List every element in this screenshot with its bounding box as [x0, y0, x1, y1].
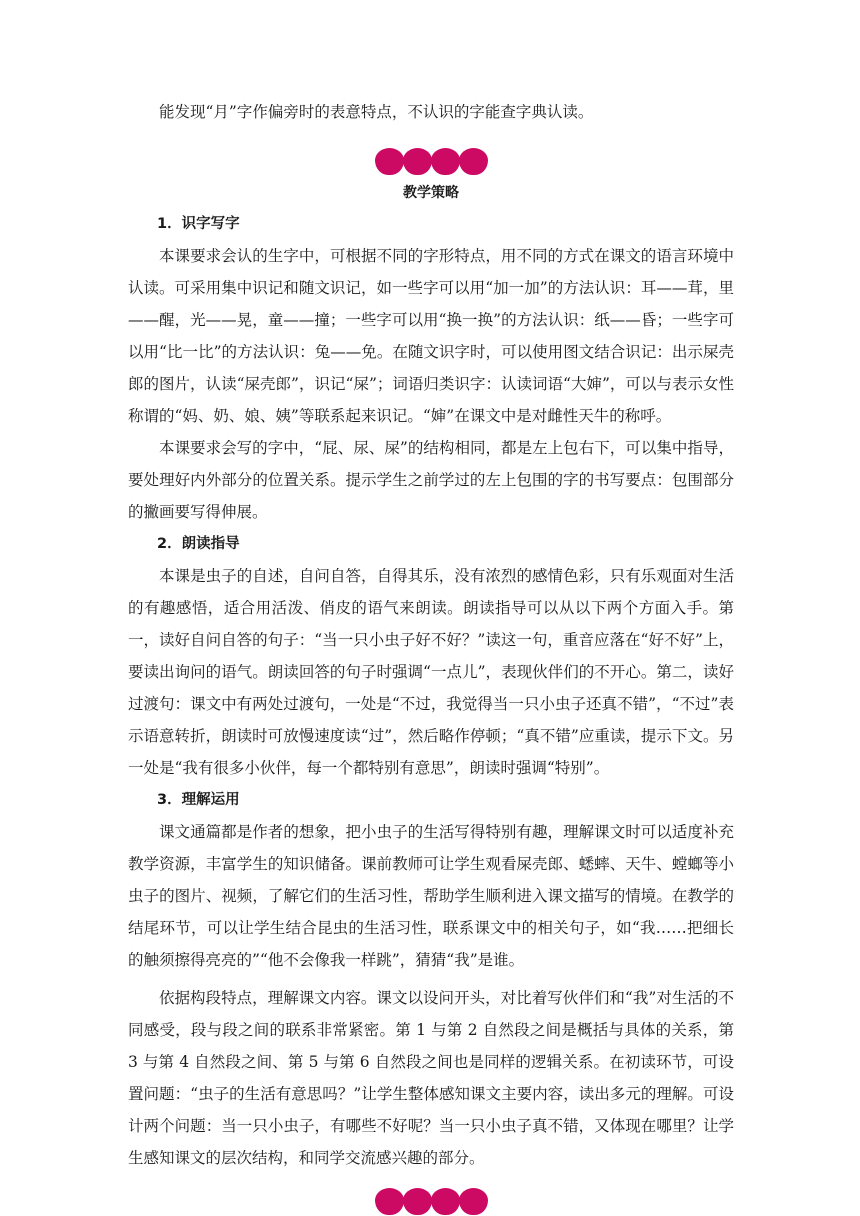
pink-dot-icon — [431, 1188, 460, 1215]
pink-dot-icon — [403, 1188, 432, 1215]
paragraph: 依据构段特点，理解课文内容。课文以设问开头，对比着写伙伴们和“我”对生活的不同感受，段与段之间的联系非常紧密。第 1 与第 2 自然段之间是概括与具体的关系，第 3 与第 4 自然段之间、第 5 与第 6 自然段之间也是同样的逻辑关系。在初读环节，可设置问题：“虫子的生活有意思吗？”让学生整体感知课文主要内容，读出多元的理解。可设计两个问题：当一只小虫子，有哪些不好呢？当一只小虫子真不错，又体现在哪里？让学生感知课文的层次结构，和同学交流感兴趣的部分。 — [128, 989, 734, 1167]
decorative-divider-bottom — [128, 1186, 734, 1216]
pink-dot-icon — [375, 1188, 404, 1215]
pink-dot-icon — [375, 148, 404, 175]
decorative-divider-top — [128, 146, 734, 176]
section-heading-1: 1．识字写字 — [157, 216, 240, 232]
section-heading-3: 3．理解运用 — [157, 792, 240, 808]
pink-dot-icon — [403, 148, 432, 175]
section-heading-2: 2．朗读指导 — [157, 536, 240, 552]
pink-dot-icon — [459, 148, 488, 175]
paragraph: 课文通篇都是作者的想象，把小虫子的生活写得特别有趣，理解课文时可以适度补充教学资源，丰富学生的知识储备。课前教师可让学生观看屎壳郎、蟋蟀、天牛、螳螂等小虫子的图片、视频，了解它们的生活习性，帮助学生顺利进入课文描写的情境。在教学的结尾环节，可以让学生结合昆虫的生活习性，联系课文中的相关句子，如“我……把细长的触须擦得亮亮的”“他不会像我一样跳”，猜猜“我”是谁。 — [128, 823, 734, 969]
intro-paragraph: 能发现“月”字作偏旁时的表意特点，不认识的字能查字典认读。 — [159, 103, 594, 121]
paragraph: 本课要求会写的字中，“屁、尿、屎”的结构相同，都是左上包右下，可以集中指导，要处理好内外部分的位置关系。提示学生之前学过的左上包围的字的书写要点：包围部分的撇画要写得伸展。 — [128, 439, 734, 521]
paragraph: 本课要求会认的生字中，可根据不同的字形特点，用不同的方式在课文的语言环境中认读。可采用集中识记和随文识记，如一些字可以用“加一加”的方法认识：耳——茸，里——醒，光——晃，童——撞；一些字可以用“换一换”的方法认识：纸——昏；一些字可以用“比一比”的方法认识：兔——免。在随文识字时，可以使用图文结合识记：出示屎壳郎的图片，认读“屎壳郎”，识记“屎”；词语归类识字：认读词语“大婶”，可以与表示女性称谓的“妈、奶、娘、姨”等联系起来识记。“婶”在课文中是对雌性天牛的称呼。 — [128, 247, 734, 425]
pink-dot-icon — [459, 1188, 488, 1215]
section-title: 教学策略 — [403, 185, 459, 201]
document-page — [128, 96, 734, 1216]
paragraph: 本课是虫子的自述，自问自答，自得其乐，没有浓烈的感情色彩，只有乐观面对生活的有趣感悟，适合用活泼、俏皮的语气来朗读。朗读指导可以从以下两个方面入手。第一，读好自问自答的句子：“当一只小虫子好不好？”读这一句，重音应落在“好不好”上，要读出询问的语气。朗读回答的句子时强调“一点儿”，表现伙伴们的不开心。第二，读好过渡句：课文中有两处过渡句，一处是“不过，我觉得当一只小虫子还真不错”，“不过”表示语意转折，朗读时可放慢速度读“过”，然后略作停顿；“真不错”应重读，提示下文。另一处是“我有很多小伙伴，每一个都特别有意思”，朗读时强调“特别”。 — [128, 567, 734, 777]
pink-dot-icon — [431, 148, 460, 175]
